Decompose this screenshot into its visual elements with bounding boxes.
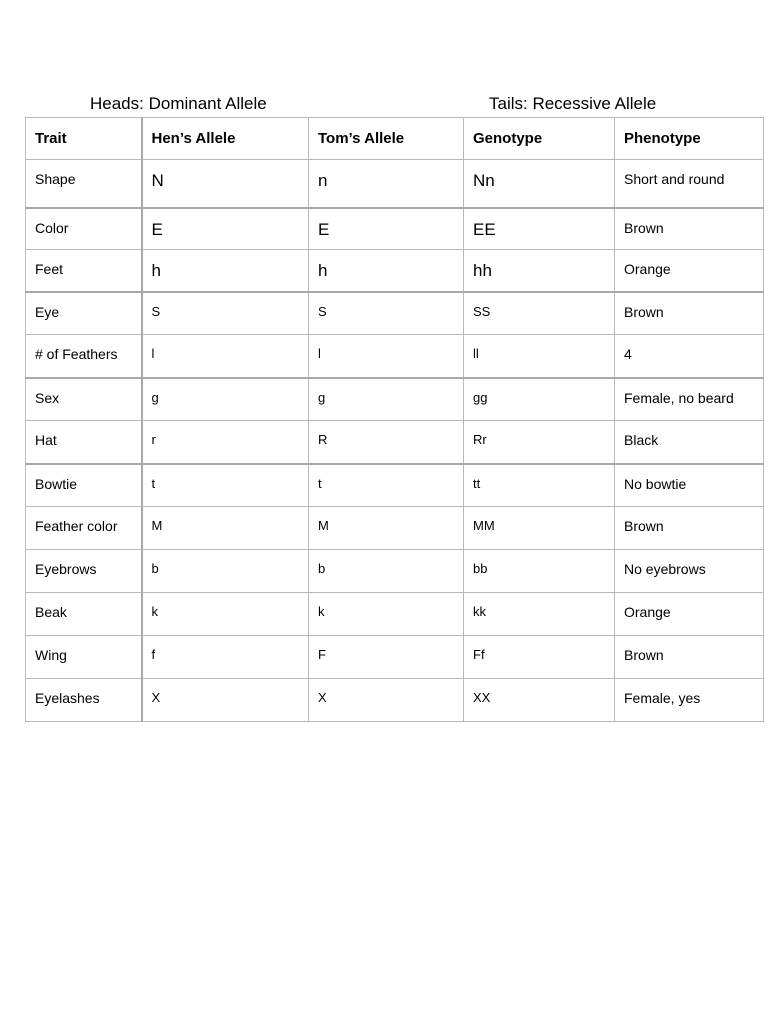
hen-allele-cell: b (142, 550, 309, 593)
tom-allele-cell: b (309, 550, 464, 593)
phenotype-cell: Female, yes (615, 679, 764, 722)
trait-cell: Eye (26, 292, 142, 335)
genotype-cell: Nn (464, 160, 615, 208)
table-row (26, 335, 764, 378)
genotype-cell: hh (464, 250, 615, 292)
hen-allele-cell: X (142, 679, 309, 722)
trait-cell: Bowtie (26, 464, 142, 507)
heads-heading: Heads: Dominant Allele (90, 94, 267, 113)
header-toms-allele: Tom’s Allele (309, 118, 464, 160)
table-row (26, 550, 764, 593)
tom-allele-cell: R (309, 421, 464, 464)
table-row (26, 679, 764, 722)
tom-allele-cell: l (309, 335, 464, 378)
phenotype-cell: Brown (615, 292, 764, 335)
tom-allele-cell: S (309, 292, 464, 335)
trait-cell: Eyelashes (26, 679, 142, 722)
phenotype-cell: Orange (615, 593, 764, 636)
table-row (26, 507, 764, 550)
tom-allele-cell: g (309, 378, 464, 421)
table-row (26, 208, 764, 250)
hen-allele-cell: E (142, 208, 309, 250)
genotype-cell: gg (464, 378, 615, 421)
genotype-cell: Rr (464, 421, 615, 464)
tom-allele-cell: X (309, 679, 464, 722)
phenotype-cell: No bowtie (615, 464, 764, 507)
genotype-cell: tt (464, 464, 615, 507)
header-phenotype: Phenotype (615, 118, 764, 160)
tom-allele-cell: t (309, 464, 464, 507)
trait-cell: Feet (26, 250, 142, 292)
trait-cell: Sex (26, 378, 142, 421)
tom-allele-cell: n (309, 160, 464, 208)
tom-allele-cell: h (309, 250, 464, 292)
trait-cell: Beak (26, 593, 142, 636)
hen-allele-cell: l (142, 335, 309, 378)
phenotype-cell: Orange (615, 250, 764, 292)
tom-allele-cell: M (309, 507, 464, 550)
phenotype-cell: Brown (615, 208, 764, 250)
table-row (26, 421, 764, 464)
hen-allele-cell: k (142, 593, 309, 636)
hen-allele-cell: S (142, 292, 309, 335)
header-genotype: Genotype (464, 118, 615, 160)
tom-allele-cell: F (309, 636, 464, 679)
phenotype-cell: Brown (615, 507, 764, 550)
table-row (26, 378, 764, 421)
genotype-cell: Ff (464, 636, 615, 679)
phenotype-cell: No eyebrows (615, 550, 764, 593)
trait-cell: Eyebrows (26, 550, 142, 593)
hen-allele-cell: M (142, 507, 309, 550)
genotype-cell: bb (464, 550, 615, 593)
table-row (26, 636, 764, 679)
trait-cell: Wing (26, 636, 142, 679)
hen-allele-cell: h (142, 250, 309, 292)
table-row (26, 464, 764, 507)
table-header-row (26, 118, 764, 160)
table-row (26, 292, 764, 335)
header-trait: Trait (26, 118, 142, 160)
tom-allele-cell: k (309, 593, 464, 636)
phenotype-cell: Female, no beard (615, 378, 764, 421)
table-row (26, 593, 764, 636)
trait-cell: # of Feathers (26, 335, 142, 378)
hen-allele-cell: g (142, 378, 309, 421)
genotype-cell: ll (464, 335, 615, 378)
table-row (26, 160, 764, 208)
phenotype-cell: Short and round (615, 160, 764, 208)
genotype-cell: XX (464, 679, 615, 722)
hen-allele-cell: r (142, 421, 309, 464)
table-row (26, 250, 764, 292)
hen-allele-cell: N (142, 160, 309, 208)
header-hens-allele: Hen’s Allele (142, 118, 309, 160)
genotype-cell: SS (464, 292, 615, 335)
phenotype-cell: 4 (615, 335, 764, 378)
trait-cell: Color (26, 208, 142, 250)
genotype-cell: MM (464, 507, 615, 550)
trait-cell: Shape (26, 160, 142, 208)
allele-table (25, 117, 764, 722)
phenotype-cell: Black (615, 421, 764, 464)
phenotype-cell: Brown (615, 636, 764, 679)
genotype-cell: EE (464, 208, 615, 250)
genotype-cell: kk (464, 593, 615, 636)
trait-cell: Hat (26, 421, 142, 464)
trait-cell: Feather color (26, 507, 142, 550)
hen-allele-cell: f (142, 636, 309, 679)
tom-allele-cell: E (309, 208, 464, 250)
tails-heading: Tails: Recessive Allele (489, 94, 657, 113)
hen-allele-cell: t (142, 464, 309, 507)
